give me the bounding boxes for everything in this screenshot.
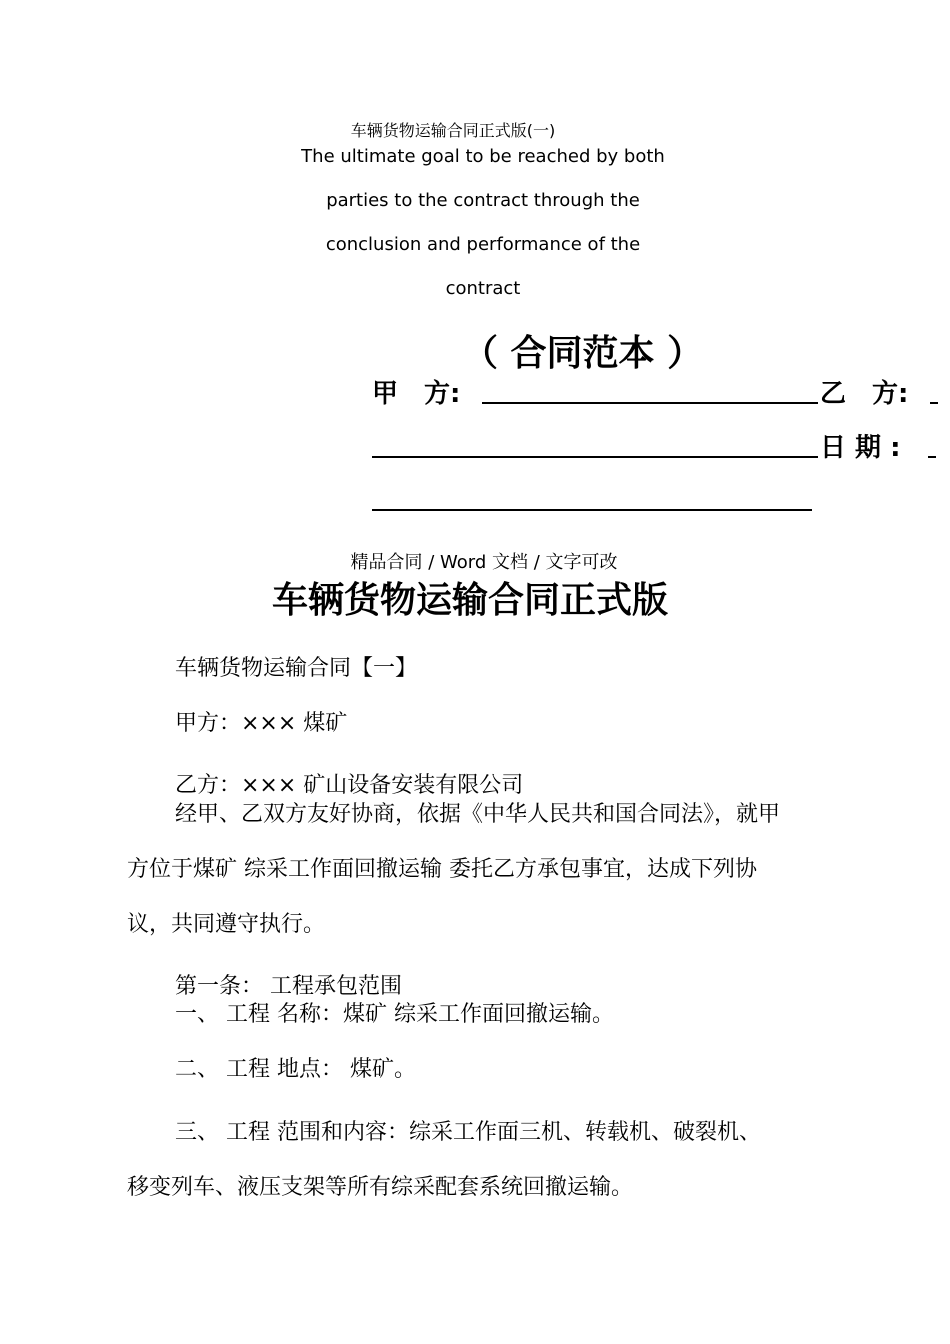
party-b-line: 乙方：××× 矿山设备安装有限公司 (175, 773, 524, 798)
party-a-underline (482, 402, 818, 404)
party-b-label: 乙 方: (820, 379, 909, 409)
goal-line-2: parties to the contract through the (326, 190, 640, 211)
article-1-heading: 第一条： 工程承包范围 (175, 974, 402, 999)
document-title: 车辆货物运输合同正式版 (271, 580, 668, 621)
intro-line-2: 方位于煤矿 综采工作面回撤运输 委托乙方承包事宜，达成下列协 (127, 857, 757, 882)
goal-line-3: conclusion and performance of the (325, 234, 641, 255)
contract-sample-label: （ 合同范本 ） (462, 333, 704, 374)
article-item-3-line-1: 三、 工程 范围和内容：综采工作面三机、转载机、破裂机、 (175, 1120, 761, 1145)
date-underline (928, 456, 936, 458)
contract-heading: 车辆货物运输合同【一】 (175, 656, 418, 681)
cover-small-title: 车辆货物运输合同正式版(一) (350, 121, 556, 140)
article-item-1: 一、 工程 名称：煤矿 综采工作面回撤运输。 (175, 1002, 614, 1027)
party-b-underline (930, 402, 938, 404)
article-item-2: 二、 工程 地点： 煤矿。 (175, 1057, 416, 1082)
date-label: 日 期 : (820, 433, 901, 463)
goal-line-4: contract (445, 278, 521, 299)
date-fill-line (372, 509, 812, 511)
intro-line-3: 议，共同遵守执行。 (127, 912, 326, 937)
document-tagline: 精品合同 / Word 文档 / 文字可改 (350, 552, 618, 573)
intro-line-1: 经甲、乙双方友好协商，依据《中华人民共和国合同法》，就甲 (175, 802, 781, 827)
goal-line-1: The ultimate goal to be reached by both (301, 146, 665, 167)
party-a-label: 甲 方: (372, 379, 461, 409)
party-a-line: 甲方：××× 煤矿 (175, 711, 348, 736)
party-b-fill-line (372, 456, 818, 458)
article-item-3-line-2: 移变列车、液压支架等所有综采配套系统回撤运输。 (127, 1175, 634, 1200)
